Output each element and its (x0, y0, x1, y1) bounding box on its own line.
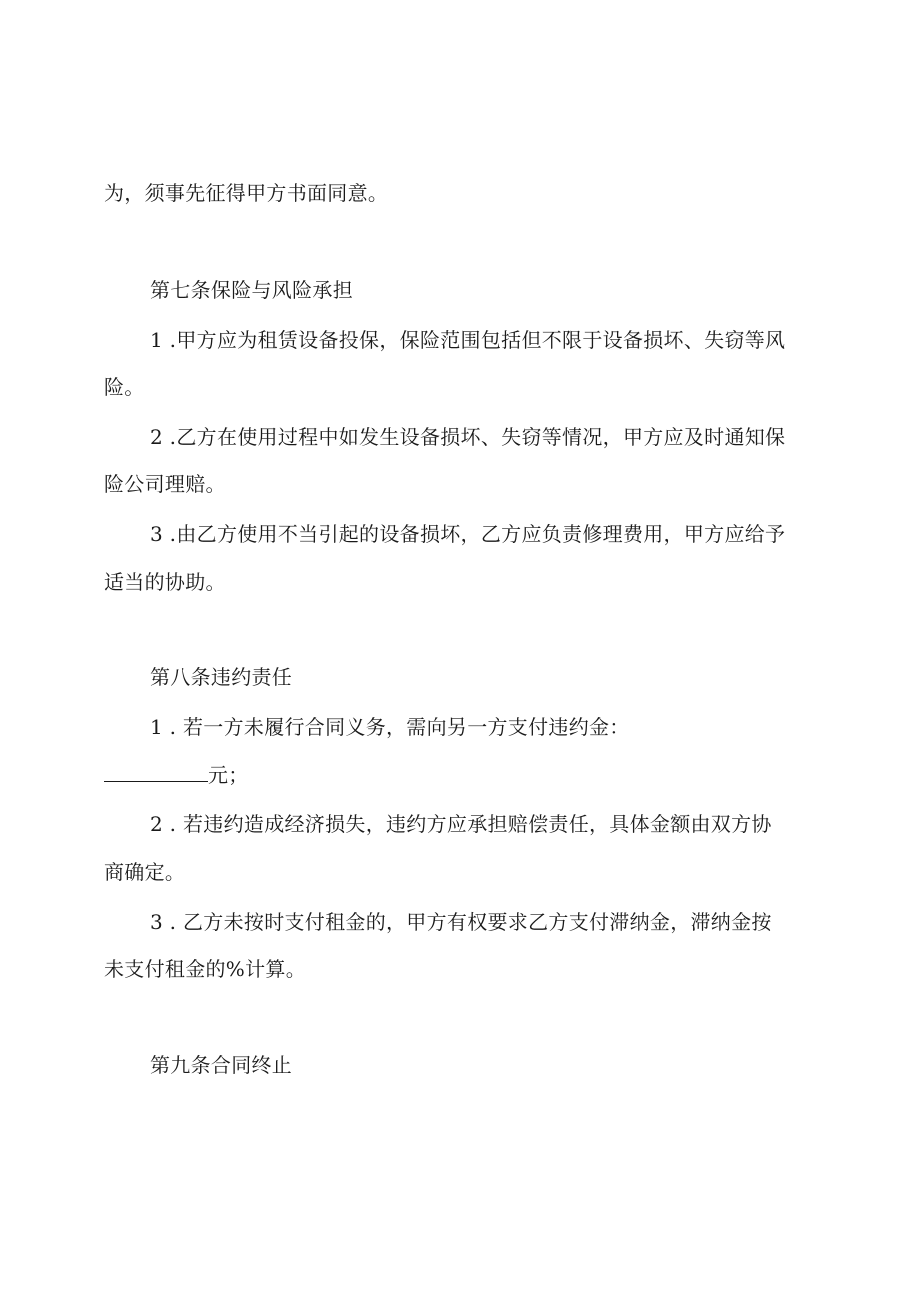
article-7-heading: 第七条保险与风险承担 (150, 278, 353, 302)
article-8-item-2-line-2: 商确定。 (104, 860, 186, 884)
article-8-heading: 第八条违约责任 (150, 665, 293, 689)
amount-unit: 元； (208, 763, 249, 787)
article-7-item-3-line-1: 3 .由乙方使用不当引起的设备损坏，乙方应负责修理费用，甲方应给予 (150, 522, 786, 546)
article-8-item-3-line-2: 未支付租金的%计算。 (104, 957, 307, 981)
continuation-text: 为，须事先征得甲方书面同意。 (104, 181, 389, 205)
amount-blank (104, 763, 208, 782)
article-7-item-2-line-2: 险公司理赔。 (104, 472, 226, 496)
article-7-item-1-line-1: 1 .甲方应为租赁设备投保，保险范围包括但不限于设备损坏、失窃等风 (150, 328, 786, 352)
article-7-item-2-line-1: 2 .乙方在使用过程中如发生设备损坏、失窃等情况，甲方应及时通知保 (150, 425, 786, 449)
article-8-item-2-line-1: 2 . 若违约造成经济损失，违约方应承担赔偿责任，具体金额由双方协 (150, 812, 772, 836)
article-7-item-1-line-2: 险。 (104, 375, 145, 399)
article-8-item-1-line-2 (104, 763, 249, 787)
article-7-item-3-line-2: 适当的协助。 (104, 570, 226, 594)
article-8-item-1-line-1: 1 . 若一方未履行合同义务，需向另一方支付违约金： (150, 715, 630, 739)
article-8-item-3-line-1: 3 . 乙方未按时支付租金的，甲方有权要求乙方支付滞纳金，滞纳金按 (150, 910, 772, 934)
article-9-heading: 第九条合同终止 (150, 1053, 293, 1077)
